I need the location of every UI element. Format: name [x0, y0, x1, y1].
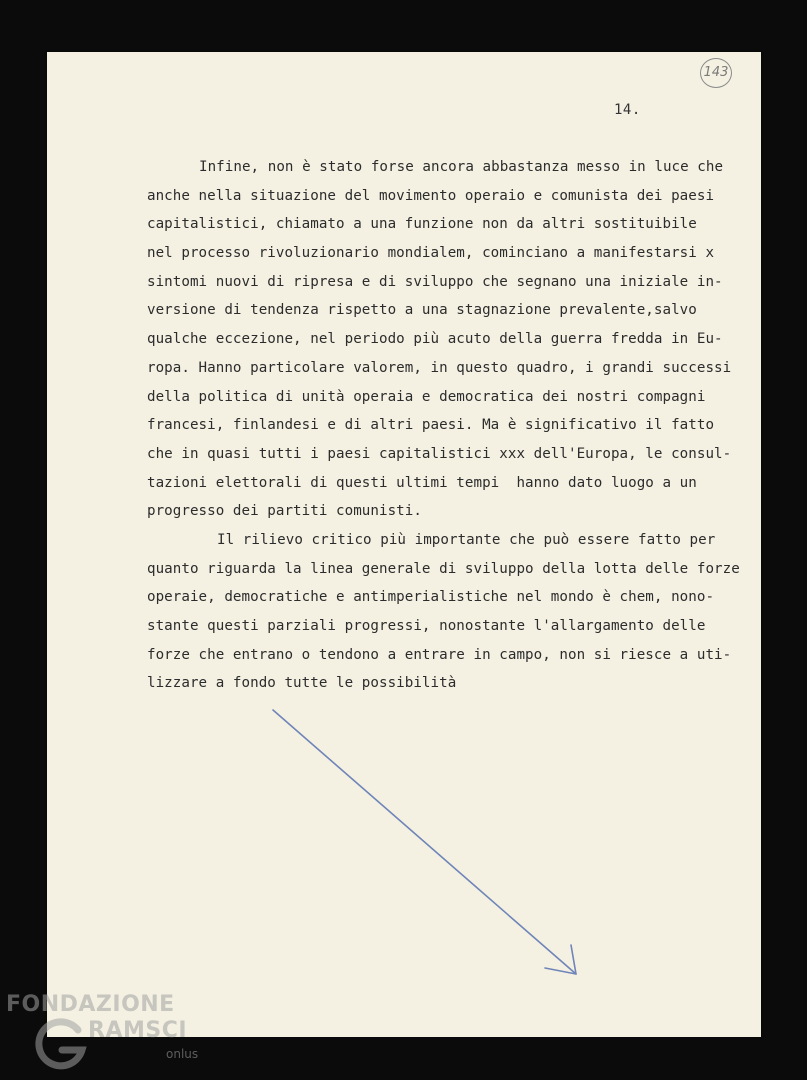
text-line: sintomi nuovi di ripresa e di sviluppo che segnano una iniziale in-: [147, 273, 723, 290]
text-line: progresso dei partiti comunisti.: [147, 503, 422, 520]
watermark-line-2: RAMSCI: [88, 1018, 188, 1043]
text-line: capitalistici, chiamato a una funzione non da altri sostituibile: [147, 216, 697, 233]
text-line: qualche eccezione, nel periodo più acuto della guerra fredda in Eu-: [147, 331, 723, 348]
watermark-line-1: FONDAZIONE: [6, 992, 175, 1017]
text-line: anche nella situazione del movimento operaio e comunista dei paesi: [147, 187, 715, 204]
page-number: 14.: [614, 102, 641, 118]
document-page: [47, 52, 761, 1037]
text-line: quanto riguarda la linea generale di sviluppo della lotta delle forze: [147, 560, 740, 577]
text-line: lizzare a fondo tutte le possibilità: [147, 675, 457, 692]
foundation-watermark: [6, 992, 206, 1076]
text-line: della politica di unità operaia e democratica dei nostri compagni: [147, 388, 706, 405]
text-line: versione di tendenza rispetto a una stagnazione prevalente,salvo: [147, 302, 697, 319]
archive-number-stamp: 143: [700, 58, 732, 88]
text-line: Il rilievo critico più importante che può essere fatto per: [217, 531, 716, 548]
pen-arrow-icon: [267, 702, 587, 982]
text-line: forze che entrano o tendono a entrare in campo, non si riesce a uti-: [147, 646, 732, 663]
text-line: stante questi parziali progressi, nonostante l'allargamento delle: [147, 618, 706, 634]
text-line: operaie, democratiche e antimperialistiche nel mondo è chem, nono-: [147, 589, 715, 606]
text-line: francesi, finlandesi e di altri paesi. Ma è significativo il fatto: [147, 417, 715, 434]
paragraph-2: [147, 526, 763, 698]
text-line: che in quasi tutti i paesi capitalistici xxx dell'Europa, le consul-: [147, 445, 732, 462]
text-line: tazioni elettorali di questi ultimi tempi hanno dato luogo a un: [147, 474, 697, 491]
typed-text-body: [147, 153, 763, 698]
text-line: nel processo rivoluzionario mondialem, cominciano a manifestarsi x: [147, 245, 715, 262]
paragraph-1: [147, 153, 763, 526]
text-line: ropa. Hanno particolare valorem, in questo quadro, i grandi successi: [147, 359, 732, 376]
text-line: Infine, non è stato forse ancora abbastanza messo in luce che: [199, 159, 724, 175]
watermark-suffix: onlus: [166, 1047, 199, 1061]
g-logo-icon: [32, 1016, 90, 1074]
